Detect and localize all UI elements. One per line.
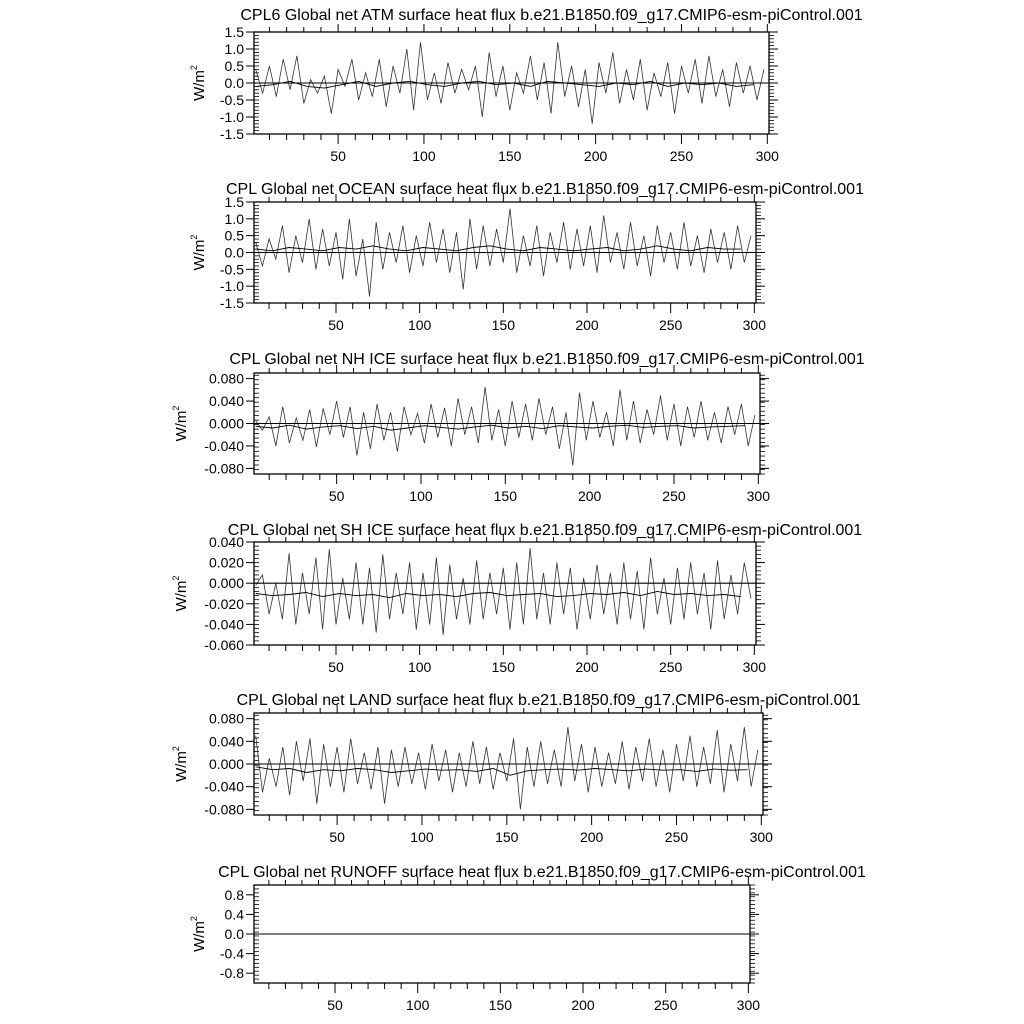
y-tick-label: -0.040: [204, 437, 244, 454]
y-axis-label: [171, 576, 190, 612]
x-tick-label: 300: [736, 997, 761, 1013]
y-axis-label-unit: W/m: [173, 751, 190, 782]
x-tick-label: 150: [495, 829, 519, 845]
y-tick-label: 1.0: [224, 41, 244, 57]
series-line-annual: [256, 727, 758, 809]
y-axis-label-exponent: 2: [189, 65, 199, 71]
y-tick-label: 0.040: [208, 534, 244, 550]
panel-2: [189, 181, 864, 333]
panel-1: [189, 7, 863, 164]
y-tick-label: 0.0: [224, 926, 244, 942]
panel-title: CPL6 Global net ATM surface heat flux b.e21.B1850.f09_g17.CMIP6-esm-piControl.001: [240, 7, 863, 24]
x-tick-label: 300: [755, 148, 779, 164]
y-axis-label: [189, 916, 208, 952]
x-tick-label: 100: [407, 659, 432, 675]
series-line-annual: [256, 548, 751, 635]
y-tick-label: 0.040: [208, 733, 244, 750]
y-axis-label: [189, 235, 208, 271]
y-tick-label: -0.080: [204, 460, 244, 477]
y-axis-label-exponent: 2: [171, 575, 181, 581]
x-tick-label: 150: [491, 317, 516, 333]
panel-6: [189, 864, 866, 1013]
x-tick-label: 150: [498, 148, 522, 164]
y-tick-label: 1.5: [224, 24, 244, 40]
x-tick-label: 300: [742, 317, 767, 333]
y-axis-label-unit: W/m: [191, 239, 208, 271]
y-tick-label: -1.0: [219, 278, 244, 295]
series-line-smoothed: [256, 425, 745, 430]
series-line-smoothed: [256, 591, 741, 597]
y-tick-label: -0.040: [204, 778, 244, 795]
y-axis-label-exponent: 2: [171, 405, 181, 411]
x-tick-label: 200: [579, 829, 604, 845]
x-tick-label: 300: [749, 829, 773, 845]
y-axis-label-unit: W/m: [191, 70, 208, 101]
x-tick-label: 300: [746, 488, 770, 504]
x-tick-label: 250: [658, 659, 683, 675]
panel-title: CPL Global net NH ICE surface heat flux b.e21.B1850.f09_g17.CMIP6-esm-piControl.001: [229, 351, 865, 368]
y-tick-label: -0.5: [219, 261, 244, 278]
panel-title: CPL Global net SH ICE surface heat flux b.e21.B1850.f09_g17.CMIP6-esm-piControl.001: [227, 522, 863, 539]
y-tick-label: 1.0: [224, 210, 244, 227]
x-tick-label: 50: [328, 488, 345, 504]
panel-4: [171, 522, 862, 675]
y-axis-label-exponent: 2: [189, 234, 199, 240]
y-tick-label: 0.000: [208, 415, 244, 432]
x-tick-label: 150: [491, 659, 516, 675]
y-tick-label: 1.5: [224, 194, 244, 210]
x-tick-label: 200: [571, 997, 595, 1013]
y-axis-label: [171, 406, 190, 442]
y-tick-label: 0.5: [224, 58, 244, 74]
panel-5: [171, 692, 860, 845]
series-line-smoothed: [256, 246, 741, 251]
x-tick-label: 200: [575, 317, 599, 333]
y-tick-label: 0.000: [208, 575, 244, 592]
y-axis-label: [189, 65, 208, 101]
y-tick-label: -1.0: [219, 109, 244, 125]
y-tick-label: -0.040: [204, 616, 244, 633]
y-tick-label: -0.4: [219, 945, 244, 962]
y-tick-label: 0.080: [208, 370, 244, 387]
x-tick-label: 100: [412, 148, 436, 164]
y-tick-label: 0.080: [208, 710, 244, 727]
x-tick-label: 150: [493, 488, 517, 504]
x-tick-label: 200: [583, 148, 608, 164]
y-tick-label: -0.020: [204, 595, 244, 612]
y-tick-label: -0.5: [219, 92, 244, 108]
x-tick-label: 250: [669, 148, 694, 164]
y-tick-label: -0.060: [204, 637, 244, 653]
panel-3: [171, 351, 865, 504]
x-tick-label: 250: [664, 829, 689, 845]
x-tick-label: 250: [662, 488, 686, 504]
y-tick-label: 0.0: [224, 75, 244, 91]
panel-title: CPL Global net LAND surface heat flux b.e21.B1850.f09_g17.CMIP6-esm-piControl.001: [236, 692, 861, 709]
series-line-smoothed: [256, 767, 748, 776]
y-axis-label-unit: W/m: [173, 410, 190, 442]
x-tick-label: 50: [328, 317, 344, 333]
y-tick-label: -1.5: [219, 126, 244, 142]
y-tick-label: 0.0: [224, 244, 244, 261]
x-tick-label: 50: [327, 997, 343, 1013]
panel-title: CPL Global net OCEAN surface heat flux b.e21.B1850.f09_g17.CMIP6-esm-piControl.001: [226, 181, 864, 198]
x-tick-label: 100: [407, 317, 432, 333]
x-tick-label: 250: [658, 317, 683, 333]
panel-title: CPL Global net RUNOFF surface heat flux b.e21.B1850.f09_g17.CMIP6-esm-piControl.001: [218, 864, 866, 881]
x-tick-label: 50: [328, 659, 344, 675]
x-tick-label: 300: [742, 659, 767, 675]
y-tick-label: -1.5: [219, 295, 244, 311]
x-tick-label: 100: [409, 488, 433, 504]
y-axis-label-unit: W/m: [173, 580, 190, 612]
x-tick-label: 200: [575, 659, 599, 675]
x-tick-label: 200: [577, 488, 602, 504]
y-axis-label-exponent: 2: [171, 746, 181, 752]
x-tick-label: 50: [330, 148, 346, 164]
y-axis-label-exponent: 2: [189, 916, 199, 922]
y-tick-label: 0.020: [208, 554, 244, 571]
y-tick-label: 0.5: [224, 227, 244, 244]
y-tick-label: 0.000: [208, 756, 244, 772]
y-tick-label: 0.4: [224, 906, 244, 923]
x-tick-label: 50: [329, 829, 345, 845]
x-tick-label: 100: [410, 829, 434, 845]
y-axis-label: [171, 746, 190, 782]
x-tick-label: 250: [654, 997, 678, 1013]
y-tick-label: -0.080: [204, 801, 244, 818]
y-tick-label: 0.040: [208, 393, 244, 410]
y-axis-label-unit: W/m: [191, 921, 208, 952]
x-tick-label: 150: [488, 997, 513, 1013]
x-tick-label: 100: [406, 997, 430, 1013]
y-tick-label: -0.8: [219, 965, 244, 982]
y-tick-label: 0.8: [224, 886, 244, 903]
